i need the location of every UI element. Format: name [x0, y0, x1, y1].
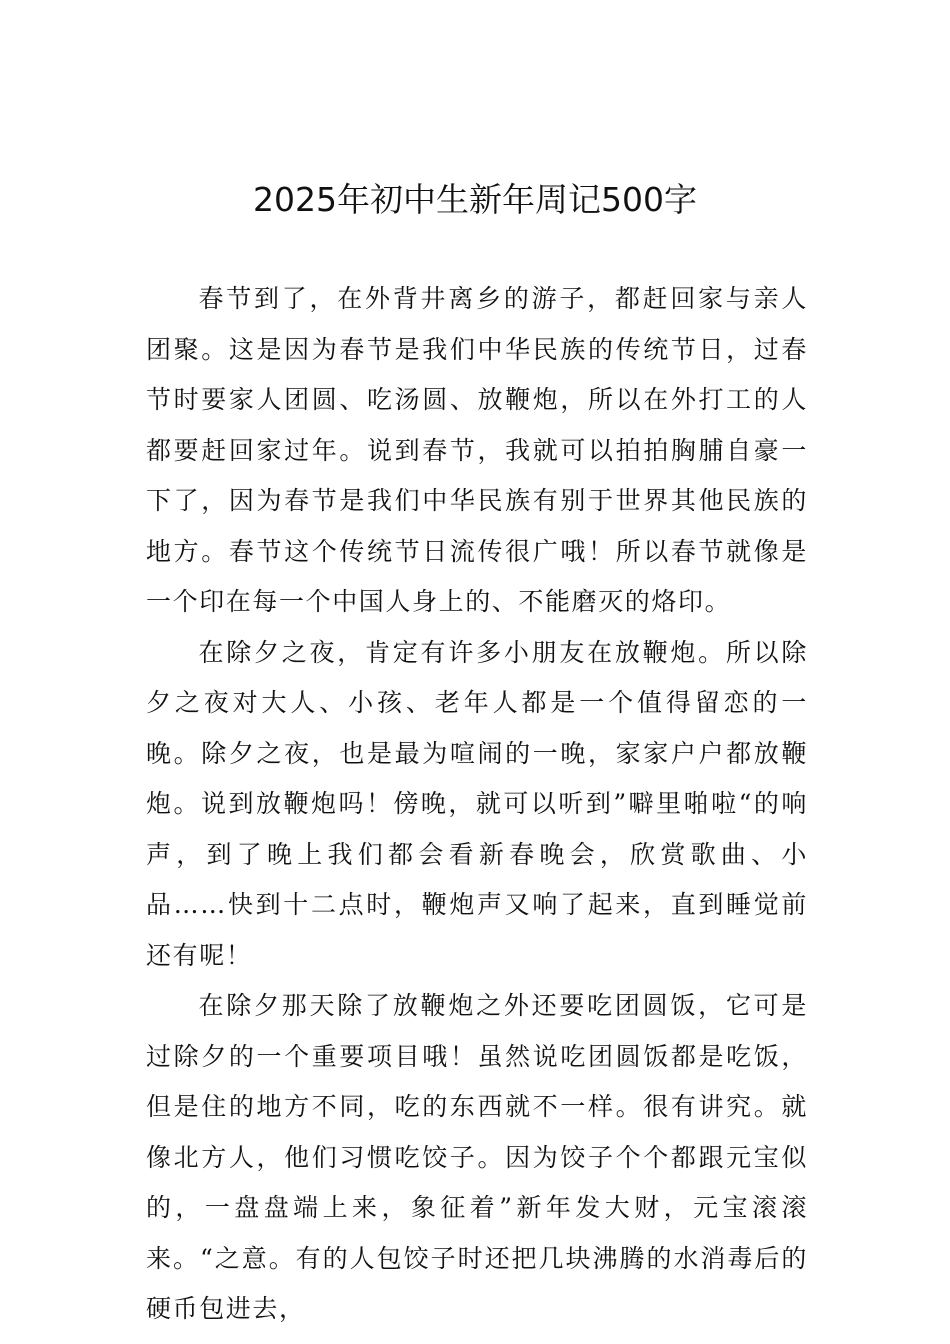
document-body	[146, 274, 808, 1335]
paragraph-1: 春节到了，在外背井离乡的游子，都赶回家与亲人团聚。这是因为春节是我们中华民族的传统节日，过春节时要家人团圆、吃汤圆、放鞭炮，所以在外打工的人都要赶回家过年。说到春节，我就可以拍拍胸脯自豪一下了，因为春节是我们中华民族有别于世界其他民族的地方。春节这个传统节日流传很广哦！所以春节就像是一个印在每一个中国人身上的、不能磨灭的烙印。	[146, 284, 808, 616]
document-title: 2025年初中生新年周记500字	[253, 180, 697, 219]
paragraph-2: 在除夕之夜，肯定有许多小朋友在放鞭炮。所以除夕之夜对大人、小孩、老年人都是一个值得留恋的一晚。除夕之夜，也是最为喧闹的一晚，家家户户都放鞭炮。说到放鞭炮吗！傍晚，就可以听到”噼里啪啦“的响声，到了晚上我们都会看新春晚会，欣赏歌曲、小品……快到十二点时，鞭炮声又响了起来，直到睡觉前还有呢！	[146, 637, 808, 970]
paragraph-3: 在除夕那天除了放鞭炮之外还要吃团圆饭，它可是过除夕的一个重要项目哦！虽然说吃团圆饭都是吃饭，但是住的地方不同，吃的东西就不一样。很有讲究。就像北方人，他们习惯吃饺子。因为饺子个个都跟元宝似的，一盘盘端上来，象征着”新年发大财，元宝滚滚来。“之意。有的人包饺子时还把几块沸腾的水消毒后的硬币包进去，	[146, 991, 808, 1323]
